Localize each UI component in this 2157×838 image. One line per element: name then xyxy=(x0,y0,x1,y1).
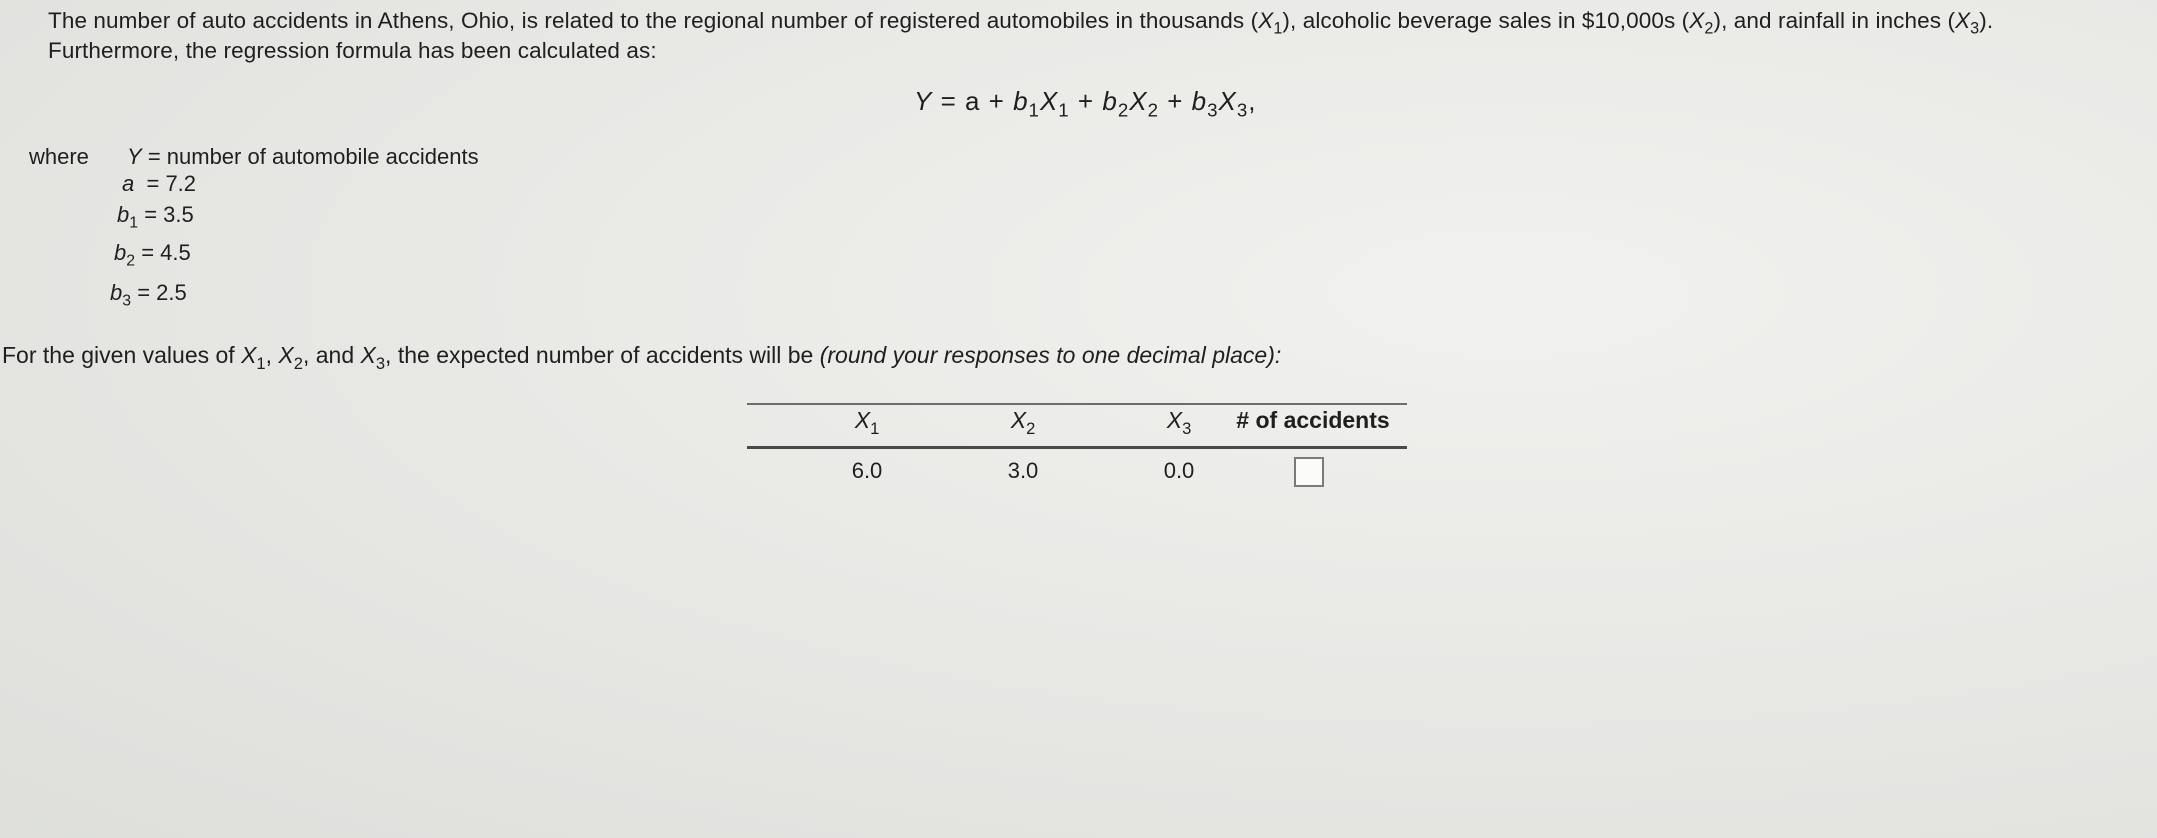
where-label: where xyxy=(29,144,89,169)
header-x1: $X_1$ xyxy=(854,407,880,438)
regression-formula: $Y = a + b_1X_1 + b_2X_2 + b_3X_3$, xyxy=(914,86,1257,121)
table-top-rule xyxy=(747,403,1407,405)
cell-x2-value: 3.0 xyxy=(1007,458,1039,483)
problem-line-2: Furthermore, the regression formula has been calculated as: xyxy=(48,38,657,63)
cell-x1-value: 6.0 xyxy=(851,458,883,483)
header-x2: $X_2$ xyxy=(1010,407,1036,438)
table-header-rule xyxy=(747,446,1407,449)
definition-b3: $b_3 = 2.5$ xyxy=(110,280,187,310)
definition-y: Y = number of automobile accidents xyxy=(127,144,479,169)
header-accidents: # of accidents xyxy=(1236,407,1390,433)
problem-statement xyxy=(48,6,1993,66)
accidents-answer-input[interactable] xyxy=(1294,457,1324,487)
problem-line-1: The number of auto accidents in Athens, Ohio, is related to the regional number of registered automobiles in thousands $(X_1)$, alcoholic beverage sales in $10,000s $(X_2)$, and rainfall in inches $(X_3)$. xyxy=(48,8,1994,38)
header-x3: $X_3$ xyxy=(1166,407,1192,438)
definition-b2: $b_2 = 4.5$ xyxy=(114,240,191,270)
definition-b1: $b_1 = 3.5$ xyxy=(117,202,194,232)
definition-a: a = 7.2 xyxy=(122,171,197,196)
question-prompt: For the given values of $X_1$, $X_2$, and $X_3$, the expected number of accidents will be (round your responses to one decimal place): xyxy=(2,342,1282,373)
cell-x3-value: 0.0 xyxy=(1163,458,1195,483)
